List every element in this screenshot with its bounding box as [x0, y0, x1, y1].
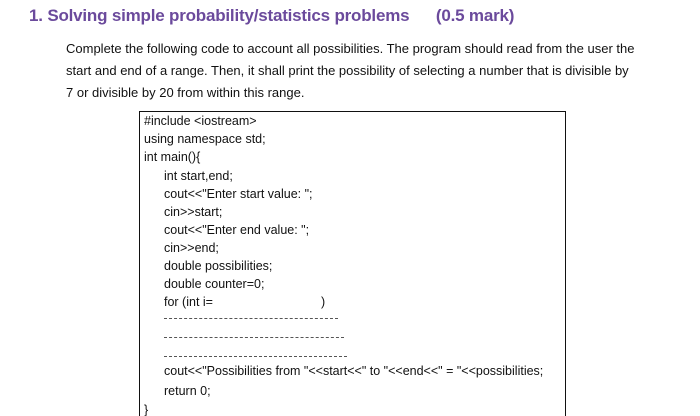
code-line-counter-decl: double counter=0;	[164, 277, 265, 291]
question-description	[66, 38, 656, 104]
answer-blank-line[interactable]	[164, 318, 338, 319]
description-line: Complete the following code to account all possibilities. The program should read from the user the	[66, 41, 635, 56]
question-heading	[29, 6, 514, 26]
code-line-using: using namespace std;	[144, 132, 266, 146]
code-line-prompt-start: cout<<"Enter start value: ";	[164, 187, 313, 201]
code-line-return: return 0;	[164, 384, 211, 398]
code-line-read-end: cin>>end;	[164, 241, 219, 255]
code-line-main: int main(){	[144, 150, 201, 164]
code-line-possibilities-decl: double possibilities;	[164, 259, 273, 273]
code-line-for-close: )	[321, 295, 326, 309]
code-box	[139, 111, 566, 416]
code-line-close-brace: }	[144, 403, 149, 416]
description-line: start and end of a range. Then, it shall print the possibility of selecting a number that is divisible by	[66, 63, 629, 78]
description-line: 7 or divisible by 20 from within this range.	[66, 85, 305, 100]
code-line-declaration: int start,end;	[164, 169, 233, 183]
code-line-read-start: cin>>start;	[164, 205, 223, 219]
answer-blank-line[interactable]	[164, 356, 347, 357]
answer-blank-line[interactable]	[164, 337, 344, 338]
question-title: Solving simple probability/statistics problems	[47, 6, 410, 25]
code-line-output: cout<<"Possibilities from "<<start<<" to "<<end<<" = "<<possibilities;	[164, 364, 544, 378]
question-marks: (0.5 mark)	[435, 6, 515, 25]
question-number: 1.	[29, 6, 43, 25]
code-line-include: #include <iostream>	[144, 114, 257, 128]
code-line-for-loop: for (int i=	[164, 295, 213, 309]
code-line-prompt-end: cout<<"Enter end value: ";	[164, 223, 310, 237]
